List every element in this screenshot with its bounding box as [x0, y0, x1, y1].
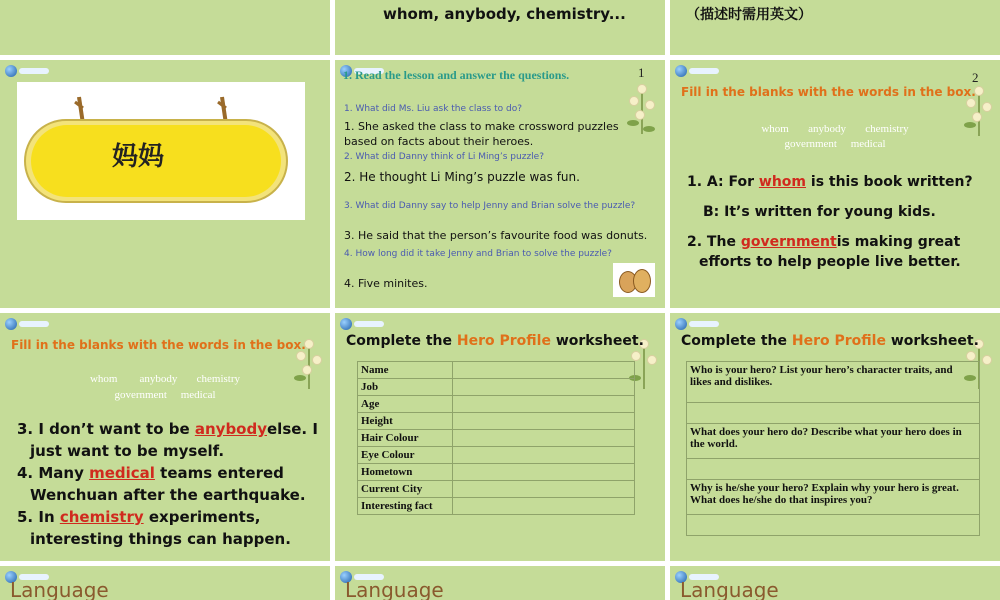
table-cell-empty[interactable] — [453, 447, 635, 464]
question-2: 2. What did Danny think of Li Ming’s puzzle? — [344, 152, 544, 162]
sentence-4: Wenchuan after the earthquake. — [30, 486, 306, 504]
table-cell-empty[interactable] — [453, 379, 635, 396]
question-1: 1. What did Ms. Liu ask the class to do? — [344, 104, 523, 114]
answer-2: 2. He thought Li Ming’s puzzle was fun. — [344, 170, 580, 184]
table-cell-empty[interactable] — [453, 413, 635, 430]
sentence-2: just want to be myself. — [30, 442, 225, 460]
sign-text: 妈妈 — [112, 142, 165, 172]
word-box-line-1: whom anybody chemistry — [89, 373, 240, 385]
answer-blank: medical — [89, 464, 155, 482]
table-cell-empty[interactable] — [453, 464, 635, 481]
table-row: Age — [358, 396, 635, 413]
answer-1: 1. She asked the class to make crossword puzzles based on facts about their heroes. — [344, 120, 619, 148]
slide-mama[interactable] — [0, 60, 330, 308]
answer-3: 3. He said that the person’s favourite food was donuts. — [344, 229, 648, 242]
slide-top-left[interactable] — [0, 0, 330, 55]
slide-top-middle[interactable] — [335, 0, 665, 55]
sentence-5: 5. In chemistry experiments, — [17, 508, 261, 526]
potato-cartoon-icon — [613, 263, 655, 297]
slide-title: Fill in the blanks with the words in the box. — [681, 85, 976, 99]
hero-questions-table — [686, 361, 980, 536]
answer-blank: whom — [758, 174, 807, 190]
slide-title: Complete the Hero Profile worksheet. — [346, 333, 644, 349]
slide-title: Fill in the blanks with the words in the box. — [11, 338, 306, 352]
slide-title: Language — [680, 578, 779, 600]
table-row: Eye Colour — [358, 447, 635, 464]
table-cell-empty[interactable] — [453, 498, 635, 515]
table-row — [687, 459, 980, 480]
answer-4: 4. Five minites. — [344, 277, 428, 290]
word-box-line-2: government medical — [114, 389, 216, 401]
slide-text: （描述时需用英文） — [686, 7, 812, 23]
slide-language-1[interactable] — [0, 566, 330, 600]
slide-fill-blanks-1[interactable] — [670, 60, 1000, 308]
logo-icon — [675, 65, 719, 77]
table-cell-empty[interactable] — [453, 396, 635, 413]
slide-top-right[interactable] — [670, 0, 1000, 55]
table-cell-empty[interactable] — [453, 362, 635, 379]
slide-language-3[interactable] — [670, 566, 1000, 600]
slide-number: 1 — [638, 65, 645, 80]
table-row — [687, 515, 980, 536]
table-row — [687, 403, 980, 424]
question-4: 4. How long did it take Jenny and Brian to solve the puzzle? — [344, 249, 612, 259]
logo-icon — [5, 318, 49, 330]
sentence-3: 2. The governmentis making great — [687, 234, 961, 250]
table-row: Job — [358, 379, 635, 396]
word-box-line-1: whom anybody chemistry — [761, 123, 909, 135]
table-cell-empty[interactable] — [687, 515, 980, 536]
slide-text: whom, anybody, chemistry... — [383, 5, 626, 23]
slide-hero-profile-1[interactable] — [335, 313, 665, 561]
sentence-1: 1. A: For whom is this book written? — [687, 174, 973, 190]
table-row: Interesting fact — [358, 498, 635, 515]
slide-title: 1. Read the lesson and answer the questions. — [343, 68, 570, 82]
table-cell-empty[interactable] — [453, 481, 635, 498]
table-row: Current City — [358, 481, 635, 498]
sentence-4: efforts to help people live better. — [699, 254, 961, 270]
answer-blank: chemistry — [59, 508, 144, 526]
logo-icon — [5, 65, 49, 77]
logo-icon — [675, 318, 719, 330]
sentence-1: 3. I don’t want to be anybodyelse. I — [17, 420, 318, 438]
question-3: 3. What did Danny say to help Jenny and Brian solve the puzzle? — [344, 201, 636, 211]
sentence-6: interesting things can happen. — [30, 530, 291, 548]
table-cell-empty[interactable] — [453, 430, 635, 447]
slide-title: Language — [10, 578, 109, 600]
hero-profile-table — [357, 361, 635, 515]
word-box-line-2: government medical — [784, 138, 886, 150]
slide-title: Complete the Hero Profile worksheet. — [681, 333, 979, 349]
sentence-2: B: It’s written for young kids. — [703, 204, 936, 220]
table-row: Height — [358, 413, 635, 430]
table-row: Why is he/she your hero? Explain why your hero is great. What does he/she do that inspires you? — [687, 480, 980, 515]
table-row: Hometown — [358, 464, 635, 481]
slide-questions[interactable] — [335, 60, 665, 308]
table-row: Who is your hero? List your hero’s character traits, and likes and dislikes. — [687, 362, 980, 403]
logo-icon — [340, 318, 384, 330]
slide-language-2[interactable] — [335, 566, 665, 600]
table-cell-empty[interactable] — [687, 403, 980, 424]
table-cell-empty[interactable] — [687, 459, 980, 480]
sentence-3: 4. Many medical teams entered — [17, 464, 284, 482]
slide-number: 2 — [972, 70, 979, 85]
slide-title: Language — [345, 578, 444, 600]
table-row: Hair Colour — [358, 430, 635, 447]
answer-blank: government — [740, 234, 837, 250]
answer-blank: anybody — [194, 420, 267, 438]
table-row: Name — [358, 362, 635, 379]
table-row: What does your hero do? Describe what your hero does in the world. — [687, 424, 980, 459]
slide-hero-profile-2[interactable] — [670, 313, 1000, 561]
slide-fill-blanks-2[interactable] — [0, 313, 330, 561]
